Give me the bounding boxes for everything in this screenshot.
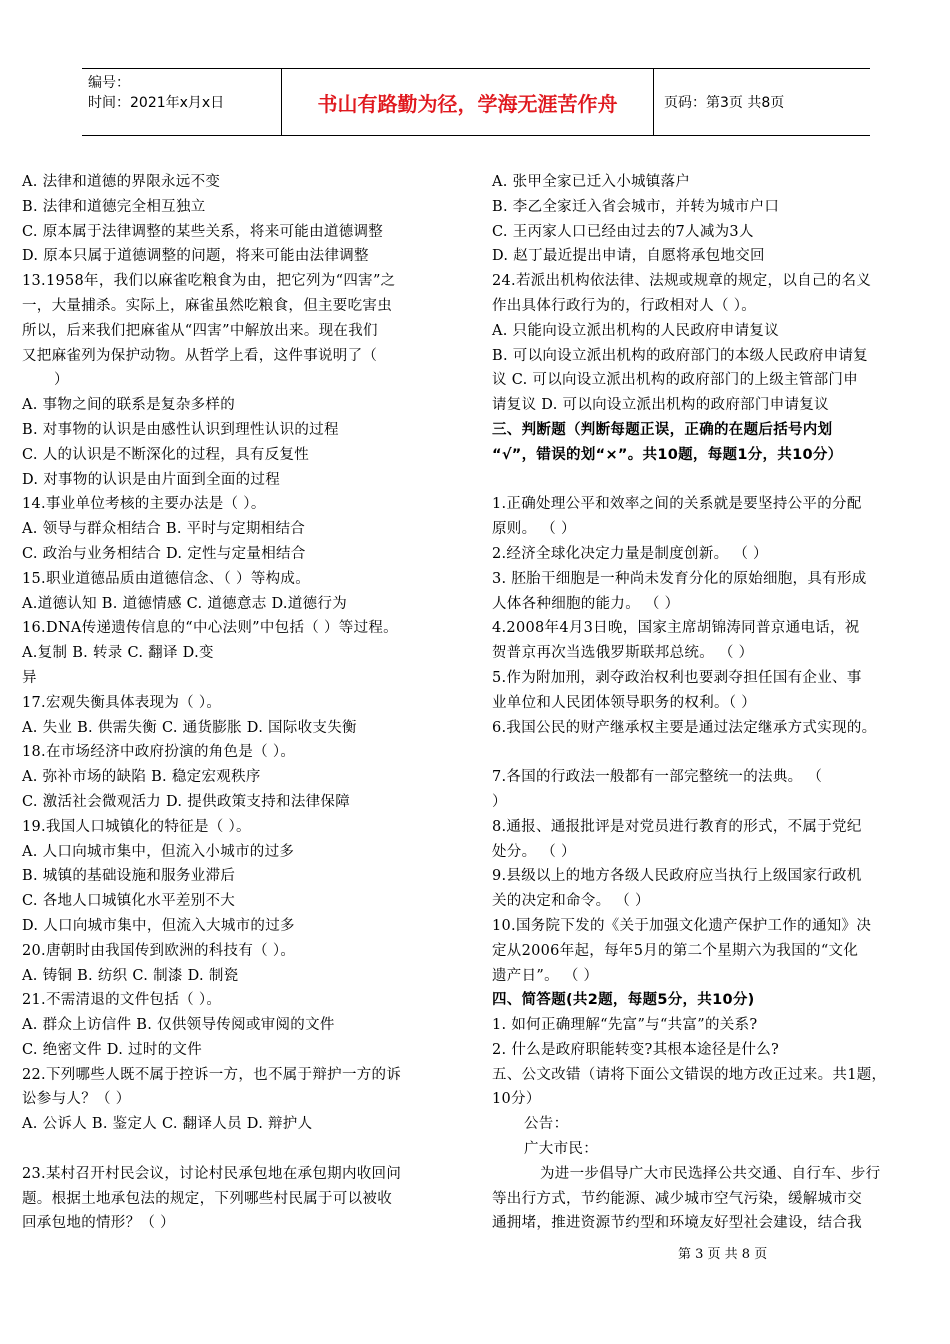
text-line: 6.我国公民的财产继承权主要是通过法定继承方式实现的。 bbox=[492, 719, 877, 736]
text-line: A.复制 B. 转录 C. 翻译 D.变 bbox=[22, 645, 214, 662]
text-line: 回承包地的情形？（ ） bbox=[22, 1215, 175, 1232]
text-line: 一，大量捕杀。实际上，麻雀虽然吃粮食，但主要吃害虫 bbox=[22, 297, 392, 314]
text-line: 四、简答题(共2题，每题5分，共10分) bbox=[492, 992, 755, 1009]
header-motto-cell bbox=[282, 69, 654, 135]
text-line: B. 城镇的基础设施和服务业滞后 bbox=[22, 868, 236, 885]
text-line: D. 对事物的认识是由片面到全面的过程 bbox=[22, 471, 281, 488]
text-line: C. 原本属于法律调整的某些关系，将来可能由道德调整 bbox=[22, 223, 384, 240]
text-line: C. 各地人口城镇化水平差别不大 bbox=[22, 893, 236, 910]
text-line: A. 领导与群众相结合 B. 平时与定期相结合 bbox=[22, 521, 306, 538]
text-line bbox=[492, 468, 932, 493]
text-line: 等出行方式，节约能源、减少城市空气污染，缓解城市交 bbox=[492, 1190, 862, 1207]
text-line: ） bbox=[492, 793, 507, 810]
text-line: 3. 胚胎干细胞是一种尚未发育分化的原始细胞，具有形成 bbox=[492, 570, 867, 587]
text-line: A. 公诉人 B. 鉴定人 C. 翻译人员 D. 辩护人 bbox=[22, 1116, 313, 1133]
left-column bbox=[22, 170, 462, 1236]
text-line: C. 王丙家人口已经由过去的7人减为3人 bbox=[492, 223, 754, 240]
text-line: D. 人口向城市集中，但流入大城市的过多 bbox=[22, 917, 295, 934]
text-line: 5.作为附加刑，剥夺政治权利也要剥夺担任国有企业、事 bbox=[492, 669, 862, 686]
text-line: 2. 什么是政府职能转变?其根本途径是什么? bbox=[492, 1041, 780, 1058]
text-line: D. 赵丁最近提出申请，自愿将承包地交回 bbox=[492, 248, 765, 265]
text-line: 请复议 D. 可以向设立派出机构的政府部门申请复议 bbox=[492, 397, 829, 414]
text-line: A.道德认知 B. 道德情感 C. 道德意志 D.道德行为 bbox=[22, 595, 347, 612]
text-line: A. 群众上访信件 B. 仅供领导传阅或审阅的文件 bbox=[22, 1017, 335, 1034]
text-line: ） bbox=[54, 372, 69, 389]
text-line: 17.宏观失衡具体表现为（ ）。 bbox=[22, 694, 222, 711]
text-line: 公告： bbox=[524, 1116, 569, 1133]
text-line: 24.若派出机构依法律、法规或规章的规定，以自己的名义 bbox=[492, 273, 872, 290]
text-line: A. 法律和道德的界限永远不变 bbox=[22, 174, 221, 190]
text-line: 定从2006年起，每年5月的第二个星期六为我国的“文化 bbox=[492, 942, 859, 959]
text-line: C. 人的认识是不断深化的过程，具有反复性 bbox=[22, 446, 310, 463]
text-line: 讼参与人？（ ） bbox=[22, 1091, 131, 1108]
text-line: B. 对事物的认识是由感性认识到理性认识的过程 bbox=[22, 421, 339, 438]
text-line: 14.事业单位考核的主要办法是（ ）。 bbox=[22, 496, 266, 513]
text-line: “√”，错误的划“×”。共10题，每题1分，共10分） bbox=[492, 446, 843, 463]
text-line: 20.唐朝时由我国传到欧洲的科技有（ ）。 bbox=[22, 942, 296, 959]
text-line: 21.不需清退的文件包括（ ）。 bbox=[22, 992, 222, 1009]
text-line: 10.国务院下发的《关于加强文化遗产保护工作的通知》决 bbox=[492, 917, 872, 934]
text-line: 10分） bbox=[492, 1091, 541, 1108]
text-line bbox=[22, 1137, 462, 1162]
text-line: C. 政治与业务相结合 D. 定性与定量相结合 bbox=[22, 545, 306, 562]
text-line: A. 人口向城市集中，但流入小城市的过多 bbox=[22, 843, 295, 860]
text-line: 作出具体行政行为的，行政相对人（ ）。 bbox=[492, 297, 757, 314]
text-line: 1.正确处理公平和效率之间的关系就是要坚持公平的分配 bbox=[492, 496, 862, 513]
text-line: 16.DNA传递遗传信息的“中心法则”中包括（ ）等过程。 bbox=[22, 620, 398, 637]
text-line: 五、公文改错（请将下面公文错误的地方改正过来。共1题， bbox=[492, 1066, 887, 1083]
text-line: 1. 如何正确理解“先富”与“共富”的关系? bbox=[492, 1017, 758, 1034]
text-line: A. 张甲全家已迁入小城镇落户 bbox=[492, 174, 691, 190]
text-line: 19.我国人口城镇化的特征是（ ）。 bbox=[22, 818, 251, 835]
text-line: 通拥堵，推进资源节约型和环境友好型社会建设，结合我 bbox=[492, 1215, 862, 1232]
text-line: B. 法律和道德完全相互独立 bbox=[22, 198, 206, 215]
text-line: 所以，后来我们把麻雀从“四害”中解放出来。现在我们 bbox=[22, 322, 378, 339]
text-line: 题。根据土地承包法的规定，下列哪些村民属于可以被收 bbox=[22, 1190, 392, 1207]
text-line: 2.经济全球化决定力量是制度创新。 （ ） bbox=[492, 545, 768, 562]
text-line: 又把麻雀列为保护动物。从哲学上看，这件事说明了（ bbox=[22, 347, 378, 364]
page-footer: 第 3 页 共 8 页 bbox=[678, 1247, 768, 1262]
text-line: 4.2008年4月3日晚，国家主席胡锦涛同普京通电话，祝 bbox=[492, 620, 860, 637]
text-line: 8.通报、通报批评是对党员进行教育的形式，不属于党纪 bbox=[492, 818, 862, 835]
text-line: 15.职业道德品质由道德信念、（ ）等构成。 bbox=[22, 570, 311, 587]
text-line: C. 绝密文件 D. 过时的文件 bbox=[22, 1041, 203, 1058]
text-line: 18.在市场经济中政府扮演的角色是（ ）。 bbox=[22, 744, 296, 761]
text-line bbox=[492, 740, 932, 765]
time-label: 时间：2021年x月x日 bbox=[88, 95, 225, 111]
text-line: 异 bbox=[22, 669, 37, 686]
text-line: B. 可以向设立派出机构的政府部门的本级人民政府申请复 bbox=[492, 347, 868, 364]
text-line: A. 事物之间的联系是复杂多样的 bbox=[22, 397, 235, 414]
header-meta bbox=[82, 69, 282, 135]
text-line: 22.下列哪些人既不属于控诉一方，也不属于辩护一方的诉 bbox=[22, 1066, 402, 1083]
motto: 书山有路勤为径，学海无涯苦作舟 bbox=[317, 91, 618, 116]
text-line: A. 失业 B. 供需失衡 C. 通货膨胀 D. 国际收支失衡 bbox=[22, 719, 357, 736]
text-line: A. 铸铜 B. 纺织 C. 制漆 D. 制瓷 bbox=[22, 967, 239, 984]
right-column bbox=[492, 170, 932, 1236]
text-line: A. 弥补市场的缺陷 B. 稳定宏观秩序 bbox=[22, 769, 261, 786]
text-line: 13.1958年，我们以麻雀吃粮食为由，把它列为“四害”之 bbox=[22, 273, 396, 290]
text-line: 人体各种细胞的能力。 （ ） bbox=[492, 595, 680, 612]
text-line: 三、判断题（判断每题正误，正确的在题后括号内划 bbox=[492, 421, 833, 438]
text-line: B. 李乙全家迁入省会城市，并转为城市户口 bbox=[492, 198, 780, 215]
text-line: 9.县级以上的地方各级人民政府应当执行上级国家行政机 bbox=[492, 868, 862, 885]
text-line: 业单位和人民团体领导职务的权利。（ ） bbox=[492, 694, 757, 711]
text-line: 23.某村召开村民会议，讨论村民承包地在承包期内收回问 bbox=[22, 1165, 402, 1182]
text-line: D. 原本只属于道德调整的问题，将来可能由法律调整 bbox=[22, 248, 369, 265]
text-line: 广大市民： bbox=[524, 1141, 598, 1158]
text-line: 7.各国的行政法一般都有一部完整统一的法典。 （ bbox=[492, 769, 823, 786]
text-line: 关的决定和命令。 （ ） bbox=[492, 893, 650, 910]
text-line: A. 只能向设立派出机构的人民政府申请复议 bbox=[492, 322, 779, 339]
text-line: 遗产日”。 （ ） bbox=[492, 967, 599, 984]
text-line: 贺普京再次当选俄罗斯联邦总统。 （ ） bbox=[492, 645, 754, 662]
text-line: 为进一步倡导广大市民选择公共交通、自行车、步行 bbox=[540, 1165, 881, 1182]
text-line: 议 C. 可以向设立派出机构的政府部门的上级主管部门申 bbox=[492, 372, 859, 389]
text-line: C. 激活社会微观活力 D. 提供政策支持和法律保障 bbox=[22, 793, 351, 810]
page-info: 页码：第3页 共8页 bbox=[664, 95, 785, 111]
number-label: 编号： bbox=[88, 75, 130, 91]
page-header bbox=[82, 68, 870, 136]
text-line: 原则。 （ ） bbox=[492, 521, 576, 538]
text-line: 处分。 （ ） bbox=[492, 843, 576, 860]
